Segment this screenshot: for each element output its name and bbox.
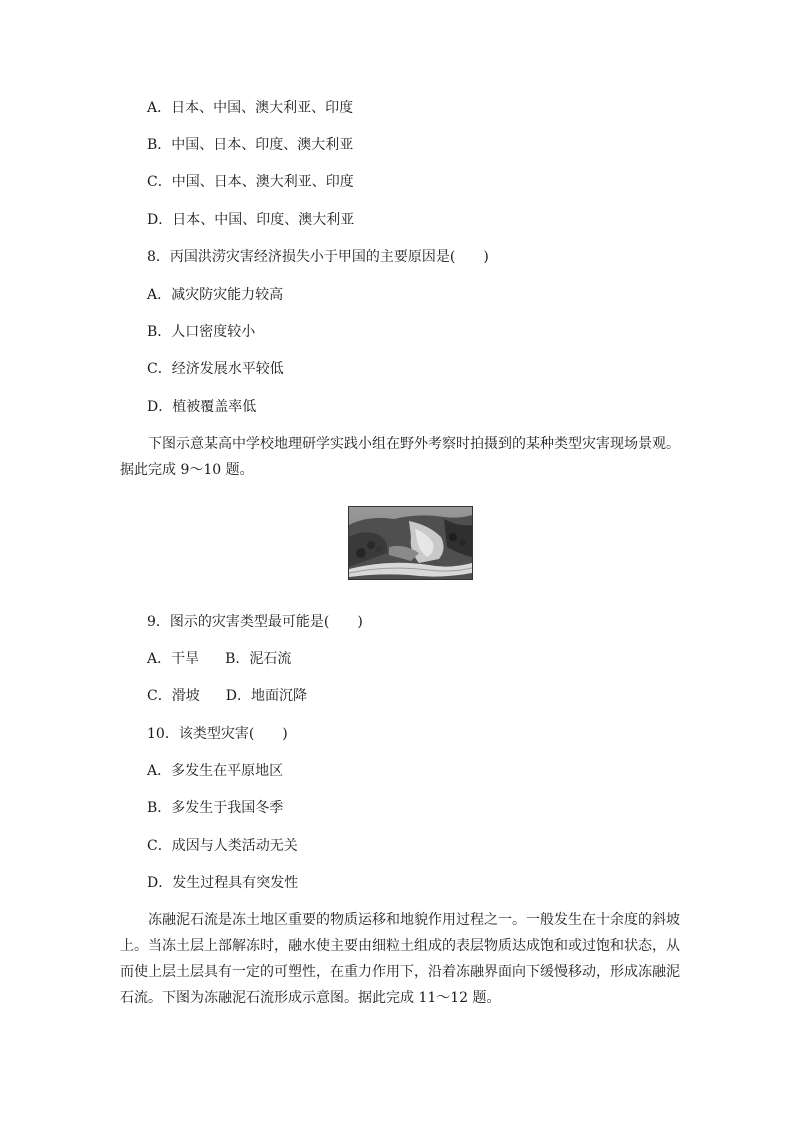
q7-option-a: A．日本、中国、澳大利亚、印度 [147,100,354,116]
q10-option-c: C．成因与人类活动无关 [147,838,298,854]
q9-option-b: B．泥石流 [225,651,292,667]
intro-9-10: 下图示意某高中学校地理研学实践小组在野外考察时拍摄到的某种类型灾害现场景观。据此完成 9～10 题。 [120,436,680,478]
intro-11-12: 冻融泥石流是冻土地区重要的物质运移和地貌作用过程之一。一般发生在十余度的斜坡上。当冻土层上部解冻时，融水使主要由细粒土组成的表层物质达成饱和或过饱和状态，从而使上层土层具有一定的可塑性，在重力作用下，沿着冻融界面向下缓慢移动，形成冻融泥石流。下图为冻融泥石流形成示意图。据此完成 11～12 题。 [120,912,680,1006]
q9-options-cd [147,686,307,706]
q7-option-d: D．日本、中国、印度、澳大利亚 [147,212,355,228]
q8-option-b: B．人口密度较小 [147,324,256,340]
q9-option-c: C．滑坡 [147,688,200,704]
q8-stem: 8．丙国洪涝灾害经济损失小于甲国的主要原因是( ) [147,249,489,265]
q10-option-b: B．多发生于我国冬季 [147,800,284,816]
q7-option-b: B．中国、日本、印度、澳大利亚 [147,137,354,153]
q8-option-a: A．减灾防灾能力较高 [147,287,284,303]
q10-option-d: D．发生过程具有突发性 [147,875,299,891]
q9-stem: 9．图示的灾害类型最可能是( ) [147,614,363,630]
q8-option-c: C．经济发展水平较低 [147,361,284,377]
q10-stem: 10．该类型灾害( ) [147,726,288,742]
disaster-site-photo [348,506,473,580]
q10-option-a: A．多发生在平原地区 [147,763,284,779]
q8-option-d: D．植被覆盖率低 [147,399,257,415]
q7-option-c: C．中国、日本、澳大利亚、印度 [147,174,354,190]
q9-option-a: A．干旱 [147,651,200,667]
q9-option-d: D．地面沉降 [225,688,307,704]
landslide-photo-illustration [349,507,472,579]
q9-options-ab [147,649,291,669]
